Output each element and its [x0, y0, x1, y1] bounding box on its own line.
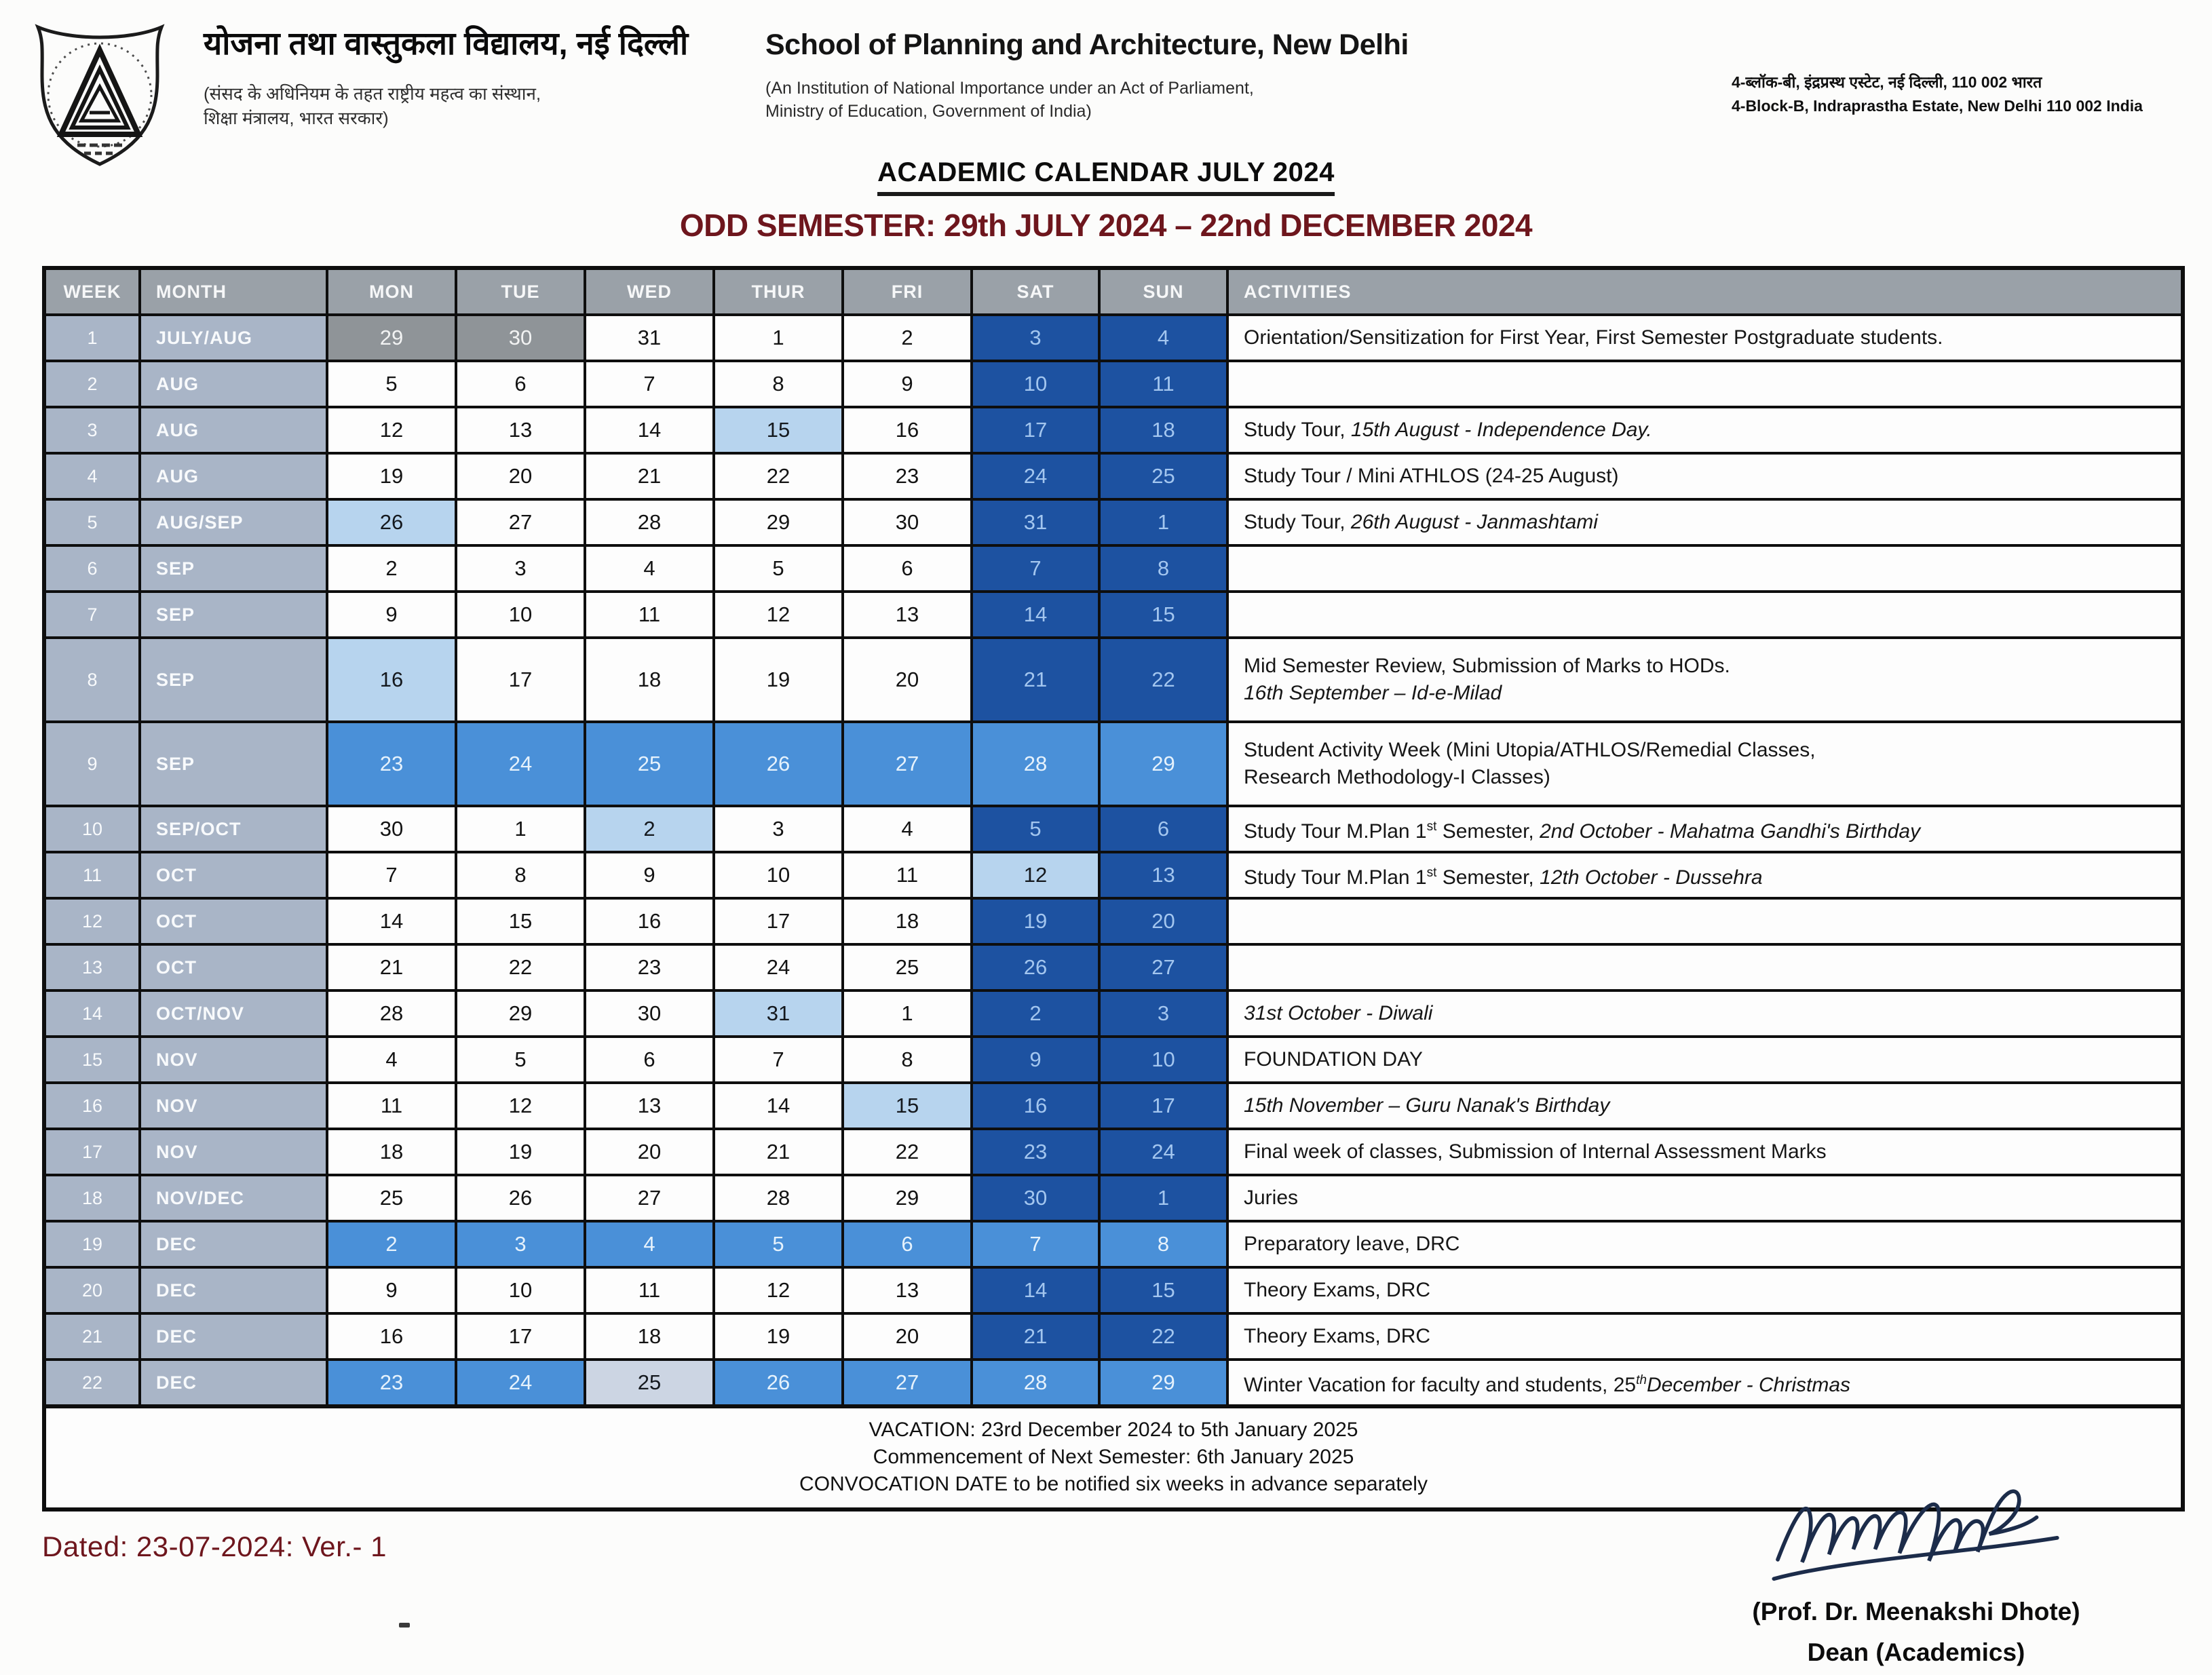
day-cell: 2 [326, 1222, 455, 1266]
day-cell: 19 [455, 1130, 584, 1174]
calendar-row [46, 1266, 2181, 1312]
month-cell: NOV/DEC [138, 1176, 326, 1220]
day-cell: 25 [841, 946, 970, 989]
day-cell: 16 [326, 1315, 455, 1358]
activity-cell [1226, 362, 2181, 406]
day-cell: 25 [1098, 455, 1226, 498]
day-cell: 15 [1098, 593, 1226, 636]
month-cell: OCT/NOV [138, 992, 326, 1035]
col-header-mon: MON [326, 270, 455, 313]
activity-cell [1226, 408, 2181, 452]
day-cell: 11 [584, 1269, 712, 1312]
day-cell: 10 [970, 362, 1098, 406]
day-cell: 26 [455, 1176, 584, 1220]
activity-cell [1226, 501, 2181, 544]
calendar-title: ACADEMIC CALENDAR JULY 2024 [877, 157, 1335, 196]
day-cell: 16 [584, 900, 712, 943]
signatory-name: (Prof. Dr. Meenakshi Dhote) [1752, 1598, 2080, 1625]
day-cell: 10 [1098, 1038, 1226, 1081]
calendar-row [46, 544, 2181, 590]
day-cell: 30 [584, 992, 712, 1035]
day-cell: 7 [584, 362, 712, 406]
month-cell: DEC [138, 1361, 326, 1404]
activity-line: Winter Vacation for faculty and students, 25thDecember - Christmas [1244, 1372, 1851, 1396]
activity-cell [1226, 946, 2181, 989]
day-cell: 27 [841, 723, 970, 805]
day-cell: 27 [841, 1361, 970, 1404]
activity-line: Final week of classes, Submission of Internal Assessment Marks [1244, 1140, 1827, 1163]
activity-cell [1226, 1130, 2181, 1174]
activity-cell [1226, 900, 2181, 943]
week-number-cell: 11 [46, 853, 138, 897]
day-cell: 19 [326, 455, 455, 498]
day-cell: 25 [326, 1176, 455, 1220]
col-header-fri: FRI [841, 270, 970, 313]
calendar-row [46, 452, 2181, 498]
day-cell: 3 [1098, 992, 1226, 1035]
convocation-note: CONVOCATION DATE to be notified six weeks in advance separately [799, 1473, 1428, 1495]
week-number-cell: 9 [46, 723, 138, 805]
calendar-row [46, 720, 2181, 805]
day-cell: 22 [1098, 639, 1226, 720]
day-cell: 18 [1098, 408, 1226, 452]
day-cell: 8 [1098, 547, 1226, 590]
day-cell: 2 [326, 547, 455, 590]
calendar-row [46, 360, 2181, 406]
day-cell: 18 [326, 1130, 455, 1174]
day-cell: 30 [841, 501, 970, 544]
week-number-cell: 3 [46, 408, 138, 452]
week-number-cell: 10 [46, 807, 138, 851]
day-cell: 26 [970, 946, 1098, 989]
day-cell: 5 [970, 807, 1098, 851]
day-cell: 2 [970, 992, 1098, 1035]
day-cell: 27 [455, 501, 584, 544]
day-cell: 19 [712, 1315, 841, 1358]
day-cell: 23 [970, 1130, 1098, 1174]
col-header-tue: TUE [455, 270, 584, 313]
day-cell: 13 [455, 408, 584, 452]
day-cell: 16 [326, 639, 455, 720]
week-number-cell: 2 [46, 362, 138, 406]
day-cell: 29 [712, 501, 841, 544]
day-cell: 13 [841, 1269, 970, 1312]
day-cell: 24 [712, 946, 841, 989]
institute-address-english: 4-Block-B, Indraprastha Estate, New Delhi 110 002 India [1732, 97, 2143, 115]
day-cell: 8 [1098, 1222, 1226, 1266]
day-cell: 20 [841, 639, 970, 720]
day-cell: 13 [841, 593, 970, 636]
week-number-cell: 20 [46, 1269, 138, 1312]
calendar-body [46, 313, 2181, 1404]
calendar-row [46, 1174, 2181, 1220]
activity-line: Orientation/Sensitization for First Year, First Semester Postgraduate students. [1244, 326, 1943, 349]
day-cell: 3 [712, 807, 841, 851]
calendar-row [46, 1081, 2181, 1128]
activity-cell [1226, 547, 2181, 590]
activity-line: Theory Exams, DRC [1244, 1279, 1431, 1301]
day-cell: 9 [326, 593, 455, 636]
activity-cell [1226, 455, 2181, 498]
month-cell: AUG/SEP [138, 501, 326, 544]
day-cell: 9 [970, 1038, 1098, 1081]
day-cell: 12 [455, 1084, 584, 1128]
day-cell: 14 [326, 900, 455, 943]
day-cell: 4 [1098, 316, 1226, 360]
day-cell: 2 [841, 316, 970, 360]
month-cell: AUG [138, 455, 326, 498]
month-cell: SEP/OCT [138, 807, 326, 851]
day-cell: 1 [712, 316, 841, 360]
calendar-row [46, 1312, 2181, 1358]
vacation-note: VACATION: 23rd December 2024 to 5th January 2025 [869, 1419, 1358, 1441]
week-number-cell: 12 [46, 900, 138, 943]
titles [0, 157, 2212, 244]
day-cell: 4 [584, 547, 712, 590]
day-cell: 17 [970, 408, 1098, 452]
day-cell: 23 [841, 455, 970, 498]
day-cell: 24 [455, 1361, 584, 1404]
activity-line: Study Tour, 26th August - Janmashtami [1244, 511, 1598, 533]
col-header-wed: WED [584, 270, 712, 313]
col-header-activities: ACTIVITIES [1226, 270, 2181, 313]
activity-line: Student Activity Week (Mini Utopia/ATHLOS/Remedial Classes, [1244, 739, 1816, 761]
day-cell: 21 [712, 1130, 841, 1174]
activity-line: Mid Semester Review, Submission of Marks to HODs. [1244, 655, 1730, 677]
institute-subtitle-english: (An Institution of National Importance under an Act of Parliament, Ministry of Education, Government of India) [765, 79, 1254, 121]
day-cell: 12 [326, 408, 455, 452]
day-cell: 8 [841, 1038, 970, 1081]
activity-cell [1226, 593, 2181, 636]
week-number-cell: 8 [46, 639, 138, 720]
month-cell: DEC [138, 1222, 326, 1266]
day-cell: 21 [584, 455, 712, 498]
activity-line: FOUNDATION DAY [1244, 1048, 1423, 1071]
activity-cell [1226, 723, 2181, 805]
day-cell: 28 [326, 992, 455, 1035]
day-cell: 17 [455, 639, 584, 720]
week-number-cell: 15 [46, 1038, 138, 1081]
day-cell: 22 [712, 455, 841, 498]
day-cell: 1 [1098, 501, 1226, 544]
day-cell: 29 [326, 316, 455, 360]
day-cell: 4 [841, 807, 970, 851]
day-cell: 14 [584, 408, 712, 452]
month-cell: DEC [138, 1269, 326, 1312]
week-number-cell: 18 [46, 1176, 138, 1220]
week-number-cell: 22 [46, 1361, 138, 1404]
calendar-row [46, 1358, 2181, 1404]
day-cell: 29 [841, 1176, 970, 1220]
calendar-row [46, 989, 2181, 1035]
week-number-cell: 7 [46, 593, 138, 636]
day-cell: 28 [970, 1361, 1098, 1404]
activity-cell [1226, 639, 2181, 720]
day-cell: 1 [841, 992, 970, 1035]
activity-cell [1226, 1269, 2181, 1312]
day-cell: 30 [326, 807, 455, 851]
day-cell: 10 [712, 853, 841, 897]
signature-handwriting [1760, 1478, 2072, 1593]
spa-logo [28, 9, 171, 172]
day-cell: 22 [1098, 1315, 1226, 1358]
day-cell: 29 [1098, 1361, 1226, 1404]
day-cell: 14 [970, 593, 1098, 636]
day-cell: 26 [712, 723, 841, 805]
month-cell: AUG [138, 362, 326, 406]
calendar-row [46, 590, 2181, 636]
day-cell: 29 [455, 992, 584, 1035]
day-cell: 13 [584, 1084, 712, 1128]
day-cell: 31 [584, 316, 712, 360]
week-number-cell: 21 [46, 1315, 138, 1358]
day-cell: 10 [455, 593, 584, 636]
institute-subtitle-hindi: (संसद के अधिनियम के तहत राष्ट्रीय महत्व का संस्थान, शिक्षा मंत्रालय, भारत सरकार) [204, 83, 541, 128]
col-header-sat: SAT [970, 270, 1098, 313]
day-cell: 17 [712, 900, 841, 943]
day-cell: 27 [584, 1176, 712, 1220]
day-cell: 15 [455, 900, 584, 943]
day-cell: 29 [1098, 723, 1226, 805]
day-cell: 9 [584, 853, 712, 897]
month-cell: NOV [138, 1084, 326, 1128]
day-cell: 2 [584, 807, 712, 851]
day-cell: 7 [712, 1038, 841, 1081]
day-cell: 22 [841, 1130, 970, 1174]
activity-line: Preparatory leave, DRC [1244, 1233, 1460, 1255]
signatory-designation: Dean (Academics) [1807, 1638, 2025, 1666]
day-cell: 14 [712, 1084, 841, 1128]
activity-line: Study Tour, 15th August - Independence Day. [1244, 419, 1652, 441]
calendar-row [46, 313, 2181, 360]
day-cell: 28 [712, 1176, 841, 1220]
day-cell: 8 [455, 853, 584, 897]
col-header-month: MONTH [138, 270, 326, 313]
month-cell: OCT [138, 946, 326, 989]
day-cell: 20 [584, 1130, 712, 1174]
calendar-row [46, 897, 2181, 943]
day-cell: 26 [326, 501, 455, 544]
day-cell: 11 [584, 593, 712, 636]
activity-cell [1226, 1176, 2181, 1220]
calendar-table [42, 266, 2185, 1512]
day-cell: 28 [970, 723, 1098, 805]
day-cell: 10 [455, 1269, 584, 1312]
activity-line: Study Tour / Mini ATHLOS (24-25 August) [1244, 465, 1619, 487]
activity-cell [1226, 992, 2181, 1035]
week-number-cell: 17 [46, 1130, 138, 1174]
day-cell: 31 [970, 501, 1098, 544]
day-cell: 6 [841, 547, 970, 590]
activity-cell [1226, 1038, 2181, 1081]
day-cell: 23 [326, 723, 455, 805]
day-cell: 25 [584, 1361, 712, 1404]
day-cell: 24 [970, 455, 1098, 498]
day-cell: 12 [712, 1269, 841, 1312]
calendar-row [46, 498, 2181, 544]
day-cell: 16 [841, 408, 970, 452]
week-number-cell: 19 [46, 1222, 138, 1266]
day-cell: 6 [584, 1038, 712, 1081]
day-cell: 8 [712, 362, 841, 406]
day-cell: 13 [1098, 853, 1226, 897]
day-cell: 4 [326, 1038, 455, 1081]
day-cell: 3 [455, 547, 584, 590]
day-cell: 24 [455, 723, 584, 805]
day-cell: 23 [326, 1361, 455, 1404]
day-cell: 21 [970, 639, 1098, 720]
day-cell: 3 [970, 316, 1098, 360]
week-number-cell: 14 [46, 992, 138, 1035]
activity-line: Juries [1244, 1187, 1299, 1209]
day-cell: 11 [841, 853, 970, 897]
day-cell: 7 [970, 547, 1098, 590]
day-cell: 7 [970, 1222, 1098, 1266]
month-cell: OCT [138, 900, 326, 943]
day-cell: 22 [455, 946, 584, 989]
activity-cell [1226, 1084, 2181, 1128]
signature-block [1706, 1478, 2127, 1667]
day-cell: 26 [712, 1361, 841, 1404]
month-cell: NOV [138, 1130, 326, 1174]
day-cell: 1 [455, 807, 584, 851]
month-cell: SEP [138, 639, 326, 720]
activity-line: 16th September – Id-e-Milad [1244, 682, 1502, 704]
day-cell: 5 [712, 547, 841, 590]
institute-name-english: School of Planning and Architecture, New Delhi [765, 28, 1409, 61]
month-cell: SEP [138, 723, 326, 805]
day-cell: 5 [326, 362, 455, 406]
day-cell: 20 [1098, 900, 1226, 943]
day-cell: 19 [970, 900, 1098, 943]
activity-line: Theory Exams, DRC [1244, 1325, 1431, 1347]
calendar-row [46, 406, 2181, 452]
day-cell: 25 [584, 723, 712, 805]
activity-line: 31st October - Diwali [1244, 1002, 1433, 1024]
activity-cell [1226, 853, 2181, 897]
day-cell: 18 [841, 900, 970, 943]
month-cell: AUG [138, 408, 326, 452]
calendar-row [46, 943, 2181, 989]
calendar-row [46, 805, 2181, 851]
table-header-row [46, 270, 2181, 313]
week-number-cell: 6 [46, 547, 138, 590]
dated-version-line: Dated: 23-07-2024: Ver.- 1 [42, 1530, 387, 1562]
activity-cell [1226, 1361, 2181, 1404]
day-cell: 21 [326, 946, 455, 989]
day-cell: 31 [712, 992, 841, 1035]
institute-address-hindi: 4-ब्लॉक-बी, इंद्रप्रस्थ एस्टेट, नई दिल्ली, 110 002 भारत [1732, 73, 2042, 91]
month-cell: JULY/AUG [138, 316, 326, 360]
day-cell: 9 [841, 362, 970, 406]
month-cell: NOV [138, 1038, 326, 1081]
day-cell: 27 [1098, 946, 1226, 989]
day-cell: 11 [1098, 362, 1226, 406]
stray-scan-mark [399, 1623, 410, 1628]
day-cell: 14 [970, 1269, 1098, 1312]
institute-name-hindi: योजना तथा वास्तुकला विद्यालय, नई दिल्ली [204, 25, 689, 61]
activity-cell [1226, 1222, 2181, 1266]
week-number-cell: 5 [46, 501, 138, 544]
day-cell: 5 [712, 1222, 841, 1266]
activity-line: Research Methodology-I Classes) [1244, 766, 1550, 788]
day-cell: 20 [841, 1315, 970, 1358]
day-cell: 16 [970, 1084, 1098, 1128]
col-header-week: WEEK [63, 281, 121, 302]
day-cell: 15 [712, 408, 841, 452]
day-cell: 30 [970, 1176, 1098, 1220]
month-cell: SEP [138, 593, 326, 636]
week-number-cell: 13 [46, 946, 138, 989]
day-cell: 20 [455, 455, 584, 498]
day-cell: 1 [1098, 1176, 1226, 1220]
day-cell: 15 [841, 1084, 970, 1128]
calendar-row [46, 851, 2181, 897]
activity-cell [1226, 1315, 2181, 1358]
day-cell: 17 [455, 1315, 584, 1358]
day-cell: 12 [712, 593, 841, 636]
day-cell: 11 [326, 1084, 455, 1128]
activity-line: Study Tour M.Plan 1st Semester, 12th October - Dussehra [1244, 865, 1763, 889]
day-cell: 12 [970, 853, 1098, 897]
day-cell: 19 [712, 639, 841, 720]
week-number-cell: 16 [46, 1084, 138, 1128]
day-cell: 6 [841, 1222, 970, 1266]
day-cell: 6 [1098, 807, 1226, 851]
col-header-thur: THUR [712, 270, 841, 313]
day-cell: 6 [455, 362, 584, 406]
day-cell: 17 [1098, 1084, 1226, 1128]
semester-title: ODD SEMESTER: 29th JULY 2024 – 22nd DECEMBER 2024 [679, 208, 1533, 243]
calendar-row [46, 1220, 2181, 1266]
activity-line: 15th November – Guru Nanak's Birthday [1244, 1094, 1610, 1117]
calendar-row [46, 636, 2181, 720]
day-cell: 9 [326, 1269, 455, 1312]
activity-line: Study Tour M.Plan 1st Semester, 2nd October - Mahatma Gandhi's Birthday [1244, 819, 1921, 843]
activity-cell [1226, 316, 2181, 360]
day-cell: 4 [584, 1222, 712, 1266]
institute-heading-english [765, 28, 1409, 123]
day-cell: 3 [455, 1222, 584, 1266]
calendar-row [46, 1128, 2181, 1174]
day-cell: 7 [326, 853, 455, 897]
calendar-row [46, 1035, 2181, 1081]
month-cell: OCT [138, 853, 326, 897]
day-cell: 18 [584, 1315, 712, 1358]
day-cell: 5 [455, 1038, 584, 1081]
day-cell: 23 [584, 946, 712, 989]
week-number-cell: 1 [46, 316, 138, 360]
day-cell: 28 [584, 501, 712, 544]
day-cell: 21 [970, 1315, 1098, 1358]
institute-address [1732, 71, 2143, 118]
institute-heading-hindi [204, 20, 688, 130]
day-cell: 30 [455, 316, 584, 360]
month-cell: SEP [138, 547, 326, 590]
col-header-sun: SUN [1098, 270, 1226, 313]
day-cell: 18 [584, 639, 712, 720]
day-cell: 24 [1098, 1130, 1226, 1174]
week-number-cell: 4 [46, 455, 138, 498]
day-cell: 15 [1098, 1269, 1226, 1312]
activity-cell [1226, 807, 2181, 851]
month-cell: DEC [138, 1315, 326, 1358]
commencement-note: Commencement of Next Semester: 6th January 2025 [873, 1446, 1354, 1468]
